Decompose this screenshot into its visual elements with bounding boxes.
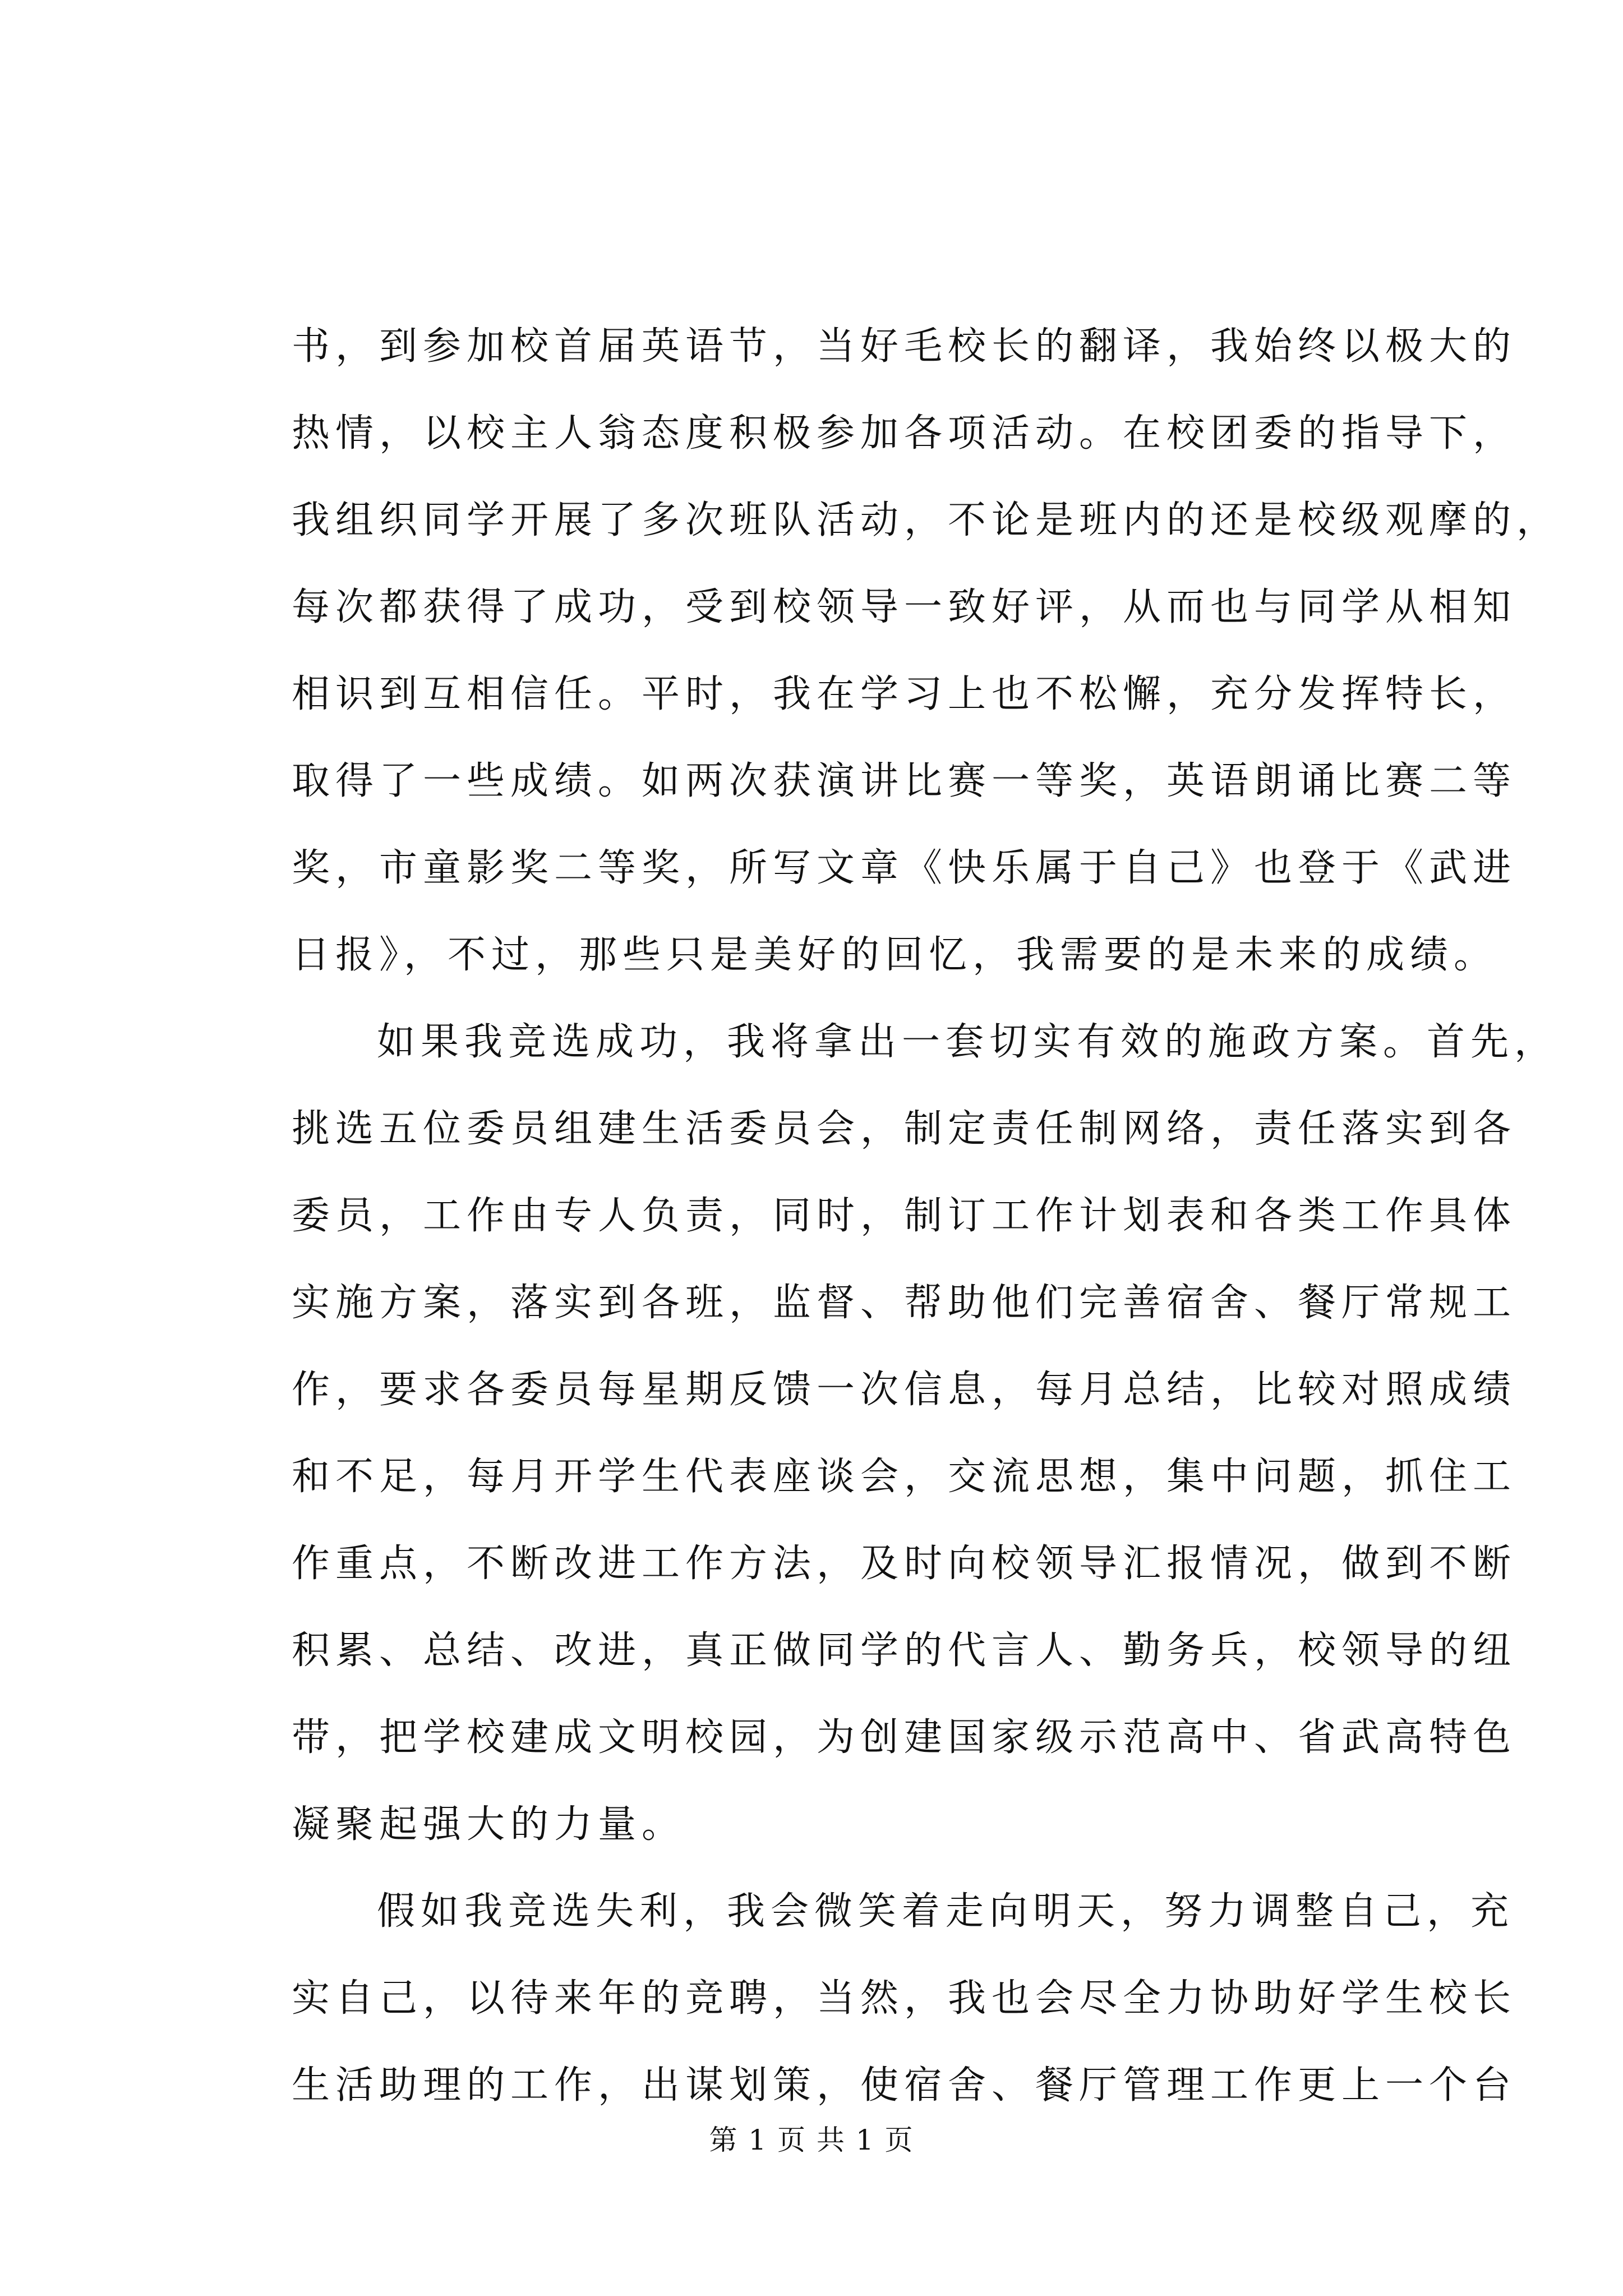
text-line: 挑选五位委员组建生活委员会，制定责任制网络，责任落实到各 bbox=[292, 1107, 1517, 1151]
text-line: 相识到互相信任。平时，我在学习上也不松懈，充分发挥特长， bbox=[292, 672, 1517, 716]
text-line: 实自己，以待来年的竞聘，当然，我也会尽全力协助好学生校长 bbox=[292, 1976, 1517, 2021]
text-line: 书，到参加校首届英语节，当好毛校长的翻译，我始终以极大的 bbox=[292, 324, 1517, 369]
text-line: 带，把学校建成文明校园，为创建国家级示范高中、省武高特色 bbox=[292, 1715, 1517, 1760]
text-line: 假如我竞选失利，我会微笑着走向明天，努力调整自己，充 bbox=[377, 1889, 1515, 1934]
text-line: 凝聚起强大的力量。 bbox=[292, 1802, 686, 1847]
text-line: 奖，市童影奖二等奖，所写文章《快乐属于自己》也登于《武进 bbox=[292, 846, 1517, 890]
document-body bbox=[292, 303, 1561, 2129]
text-line: 如果我竞选成功，我将拿出一套切实有效的施政方案。首先， bbox=[377, 1020, 1559, 1064]
text-line: 日报》，不过，那些只是美好的回忆，我需要的是未来的成绩。 bbox=[292, 933, 1498, 977]
text-line: 每次都获得了成功，受到校领导一致好评，从而也与同学从相知 bbox=[292, 585, 1517, 629]
text-line: 作重点，不断改进工作方法，及时向校领导汇报情况，做到不断 bbox=[292, 1542, 1517, 1586]
text-line: 作，要求各委员每星期反馈一次信息，每月总结，比较对照成绩 bbox=[292, 1368, 1517, 1412]
text-line: 我组织同学开展了多次班队活动，不论是班内的还是校级观摩的， bbox=[292, 498, 1561, 542]
text-line: 生活助理的工作，出谋划策，使宿舍、餐厅管理工作更上一个台 bbox=[292, 2063, 1517, 2108]
text-line: 热情，以校主人翁态度积极参加各项活动。在校团委的指导下， bbox=[292, 411, 1517, 455]
text-line: 积累、总结、改进，真正做同学的代言人、勤务兵，校领导的纽 bbox=[292, 1628, 1517, 1673]
text-line: 和不足，每月开学生代表座谈会，交流思想，集中问题，抓住工 bbox=[292, 1455, 1517, 1499]
text-line: 取得了一些成绩。如两次获演讲比赛一等奖，英语朗诵比赛二等 bbox=[292, 759, 1517, 803]
text-line: 委员，工作由专人负责，同时，制订工作计划表和各类工作具体 bbox=[292, 1194, 1517, 1238]
page-footer: 第 1 页 共 1 页 bbox=[709, 2124, 914, 2156]
text-line: 实施方案，落实到各班，监督、帮助他们完善宿舍、餐厅常规工 bbox=[292, 1281, 1517, 1325]
